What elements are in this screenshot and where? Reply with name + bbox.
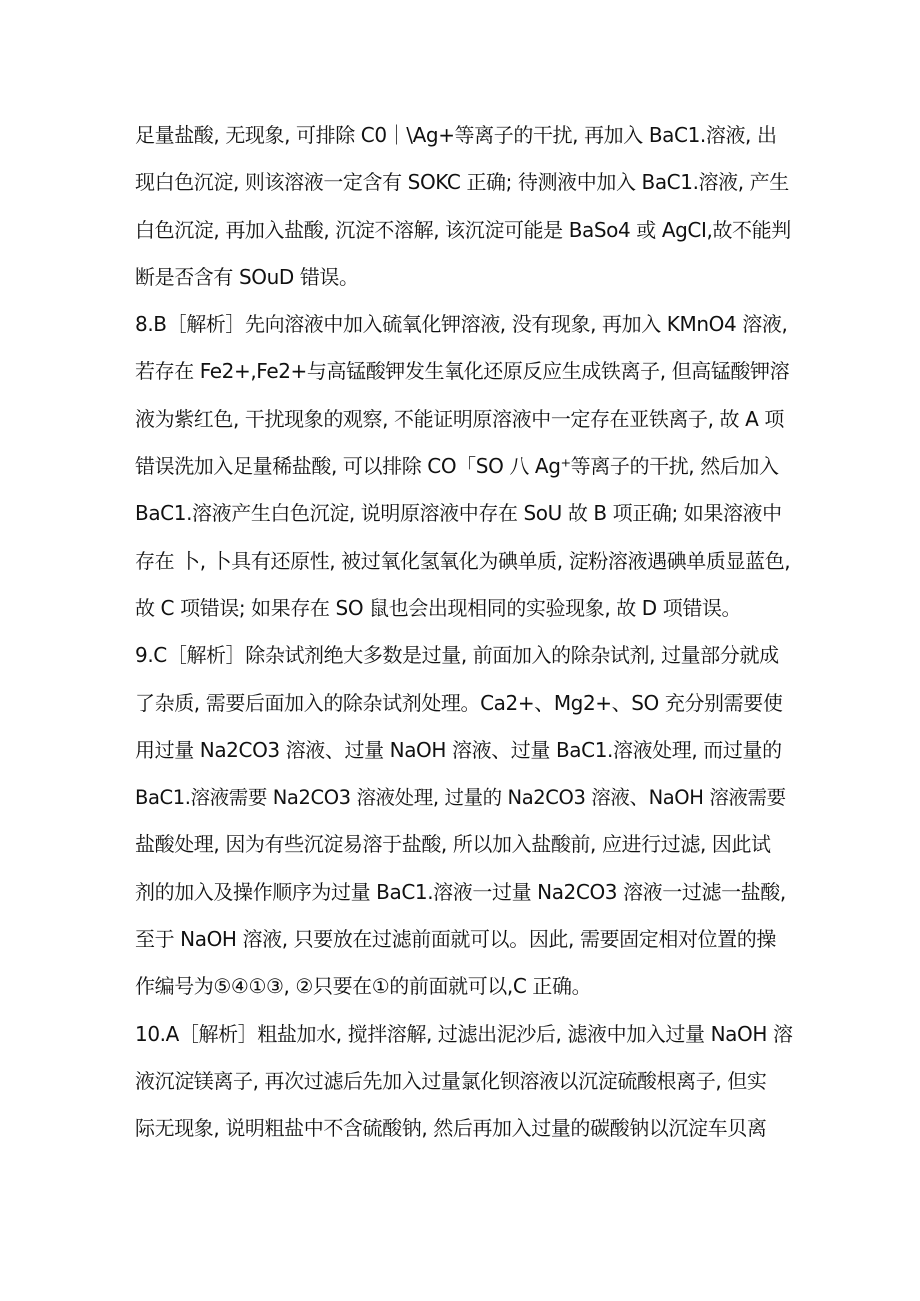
text-line: 存在 卜, 卜具有还原性, 被过氧化氢氧化为碘单质, 淀粉溶液遇碘单质显蓝色, — [135, 548, 791, 573]
text-line: 盐酸处理, 因为有些沉淀易溶于盐酸, 所以加入盐酸前, 应进行过滤, 因此试 — [135, 832, 771, 857]
text-line: 作编号为⑤④①③, ②只要在①的前面就可以,C 正确。 — [135, 974, 592, 999]
text-line: 液沉淀镁离子, 再次过滤后先加入过量氯化钡溶液以沉淀硫酸根离子, 但实 — [135, 1068, 767, 1093]
text-line: 剂的加入及操作顺序为过量 BaC1.溶液一过量 Na2CO3 溶液一过滤一盐酸, — [135, 879, 786, 904]
text-line: 断是否含有 SOuD 错误。 — [135, 264, 359, 289]
text-line: BaC1.溶液需要 Na2CO3 溶液处理, 过量的 Na2CO3 溶液、NaOH 溶液需要 — [135, 786, 786, 810]
document-body — [135, 112, 795, 1153]
text-line: 白色沉淀, 再加入盐酸, 沉淀不溶解, 该沉淀可能是 BaSo4 或 AgCI,故不能判 — [135, 217, 791, 242]
text-line: 若存在 Fe2+,Fe2+与高锰酸钾发生氧化还原反应生成铁离子, 但高锰酸钾溶 — [135, 359, 790, 384]
text-line: 故 C 项错误; 如果存在 SO 鼠也会出现相同的实验现象, 故 D 项错误。 — [135, 595, 742, 620]
text-line: 足量盐酸, 无现象, 可排除 C0｜\Ag+等离子的干扰, 再加入 BaC1.溶液, 出 — [135, 123, 777, 147]
answer-9-start: 9.C［解析］除杂试剂绝大多数是过量, 前面加入的除杂试剂, 过量部分就成 — [135, 643, 779, 668]
text-line: 液为紫红色, 干扰现象的观察, 不能证明原溶液中一定存在亚铁离子, 故 A 项 — [135, 406, 784, 431]
text-line: 错误洗加入足量稀盐酸, 可以排除 CO「SO 八 Ag⁺等离子的干扰, 然后加入 — [135, 454, 779, 479]
text-line: BaC1.溶液产生白色沉淀, 说明原溶液中存在 SoU 故 B 项正确; 如果溶液中 — [135, 501, 782, 526]
text-line: 现白色沉淀, 则该溶液一定含有 SOKC 正确; 待测液中加入 BaC1.溶液, 产生 — [135, 170, 789, 195]
text-line: 了杂质, 需要后面加入的除杂试剂处理。Ca2+、Mg2+、SO 充分别需要使 — [135, 690, 783, 715]
text-line: 用过量 Na2CO3 溶液、过量 NaOH 溶液、过量 BaC1.溶液处理, 而过量的 — [135, 737, 782, 762]
text-line: 至于 NaOH 溶液, 只要放在过滤前面就可以。因此, 需要固定相对位置的操 — [135, 927, 776, 952]
answer-10-start: 10.A［解析］粗盐加水, 搅拌溶解, 过滤出泥沙后, 滤液中加入过量 NaOH 溶 — [135, 1021, 793, 1046]
answer-8-start: 8.B［解析］先向溶液中加入硫氧化钾溶液, 没有现象, 再加入 KMnO4 溶液, — [135, 312, 788, 337]
text-line: 际无现象, 说明粗盐中不含硫酸钠, 然后再加入过量的碳酸钠以沉淀车贝离 — [135, 1116, 767, 1141]
